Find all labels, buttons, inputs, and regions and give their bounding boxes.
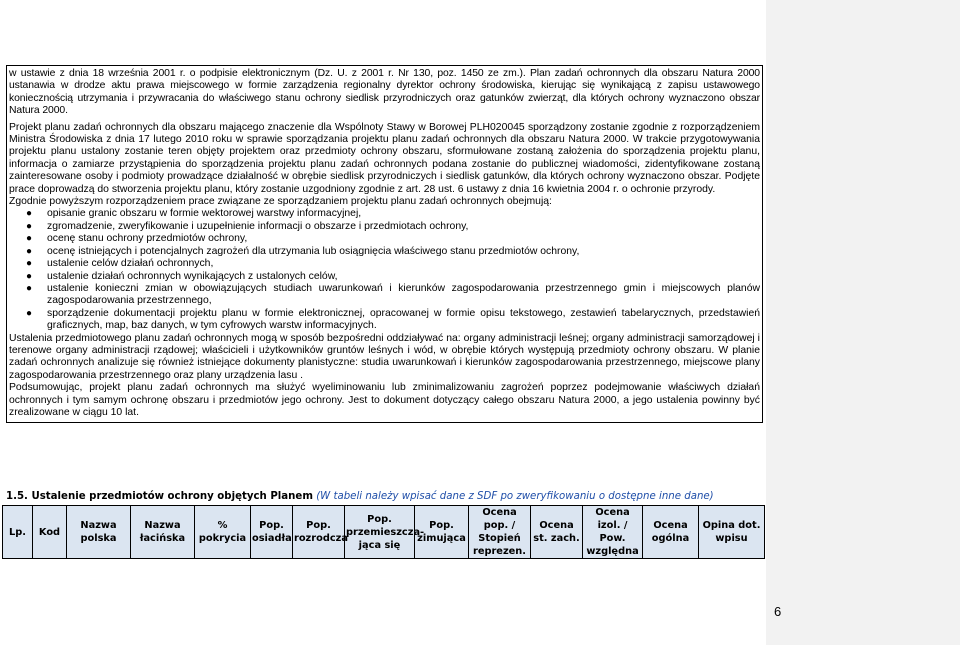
project-paragraph: Projekt planu zadań ochronnych dla obszaru mającego znaczenie dla Wspólnoty Stawy w Borowej PLH020045 sporządzony zostanie zgodnie z rozporządzeniem Ministra Środowiska z dnia 17 lutego 2010 roku w sprawie sporządzania projektu planu zadań ochronnych dla obszaru Natura 2000. W trakcie przygotowywania projektu planu ustalony zostanie teren objęty projektem oraz przedmioty ochrony obszaru, sformułowane zostaną założenia do sporządzenia projektu planu, informacja o zamiarze przystąpienia do sporządzenia projektu planu zadań ochronnych podana zostanie do publicznej wiadomości, zidentyfikowane zostaną zainteresowane osoby i podmioty prowadzące działalność w obrębie siedlisk przyrodniczych i siedlisk gatunków, dla których ochrony wyznaczono obszar. Podjęte prace doprowadzą do stworzenia projektu planu, który zostanie uzgodniony zgodnie z art. 28 ust. 6 ustawy z dnia 16 kwietnia 2004 r. o ochronie przyrody. [9,121,760,195]
bullet-icon: ● [26,258,33,270]
header-pop-przemieszczajaca: Pop. przemieszcza-jąca się [345,506,415,559]
header-nazwa-polska: Nazwa polska [67,506,131,559]
header-pop-rozrodcza: Pop. rozrodcza [293,506,345,559]
table-header-row [3,506,765,559]
header-pop-osiadla: Pop. osiadła [251,506,293,559]
list-item: ● opisanie granic obszaru w formie wektorowej warstwy informacyjnej, [26,208,362,220]
section-instruction: (W tabeli należy wpisać dane z SDF po zweryfikowaniu o dostępne inne dane) [316,491,714,502]
list-intro: Zgodnie powyższym rozporządzeniem prace związane ze sporządzaniem projektu planu zadań ochronnych obejmują: [9,196,552,208]
header-kod: Kod [33,506,67,559]
tasks-list [9,208,760,332]
bullet-icon: ● [26,282,33,294]
header-ocena-izol: Ocena izol. / Pow. względna [583,506,643,559]
header-pokrycia: % pokrycia [195,506,251,559]
list-item: ● ustalenie konieczni zmian w obowiązujących studiach uwarunkowań i kierunków zagospodarowania przestrzennego gmin i miejscowych planów zagospodarowania przestrzennego, [26,282,760,307]
header-lp: Lp. [3,506,33,559]
list-item: ● ustalenie działań ochronnych wynikających z ustalonych celów, [26,270,338,282]
header-ocena-pop: Ocena pop. / Stopień reprezen. [469,506,531,559]
header-ocena-ogolna: Ocena ogólna [643,506,699,559]
header-ocena-st-zach: Ocena st. zach. [531,506,583,559]
list-item: ● zgromadzenie, zweryfikowanie i uzupełnienie informacji o obszarze i przedmiotach ochrony, [26,220,469,232]
page-number: 6 [774,604,782,619]
list-item: ● ustalenie celów działań ochronnych, [26,258,214,270]
list-item: ● ocenę istniejących i potencjalnych zagrożeń dla utrzymania lub osiągnięcia właściwego stanu przedmiotów ochrony, [26,245,580,257]
bullet-icon: ● [26,270,33,282]
bullet-icon: ● [26,245,33,257]
bullet-icon: ● [26,220,33,232]
header-pop-zimujaca: Pop. zimująca [415,506,469,559]
summary-paragraph: Podsumowując, projekt planu zadań ochronnych ma służyć wyeliminowaniu lub zminimalizowaniu zagrożeń poprzez podejmowanie właściwych działań ochronnych i tym samym ochronę obszaru i przedmiotów jego ochrony. Jest to dokument dotyczący całego obszaru Natura 2000, a jego ustalenia powinny być zrealizowane w ciągu 10 lat. [9,382,760,418]
header-opinia: Opina dot. wpisu [699,506,765,559]
header-nazwa-lacinska: Nazwa łacińska [131,506,195,559]
list-item: ● sporządzenie dokumentacji projektu planu w formie elektronicznej, opracowanej w formie opisu tekstowego, zestawień tabelarycznych, przedstawień graficznych, map, baz danych, w tym cyfrowych warstw informacyjnych. [26,307,760,332]
bullet-icon: ● [26,307,33,319]
bullet-icon: ● [26,233,33,245]
document-body [6,65,763,423]
section-heading [6,491,763,502]
protection-objects-table [2,505,765,559]
section-title: 1.5. Ustalenie przedmiotów ochrony objętych Planem [6,491,313,502]
list-item: ● ocenę stanu ochrony przedmiotów ochrony, [26,233,248,245]
intro-paragraph: w ustawie z dnia 18 września 2001 r. o podpisie elektronicznym (Dz. U. z 2001 r. Nr 130, poz. 1450 ze zm.). Plan zadań ochronnych dla obszaru Natura 2000 ustanawia w drodze aktu prawa miejscowego w formie zarządzenia regionalny dyrektor ochrony środowiska, kierując się wynikającą z zapisu ustawowego koniecznością utrzymania i przywracania do właściwego stanu ochrony siedlisk przyrodniczych oraz gatunków zwierząt, dla których ochrony wyznaczono obszar Natura 2000. [9,68,760,117]
text-frame [6,65,763,423]
right-margin-panel [766,0,960,645]
bullet-icon: ● [26,208,33,220]
influence-paragraph: Ustalenia przedmiotowego planu zadań ochronnych mogą w sposób bezpośredni oddziaływać na: organy administracji leśnej; organy administracji samorządowej i terenowe organy administracji rządowej; właścicieli i użytkowników gruntów leśnych i wód, w obrębie których występują przedmioty ochrony obszaru. W planie zadań ochronnych analizuje się również istniejące dokumenty planistyczne: studia uwarunkowań i kierunków zagospodarowania przestrzennego, miejscowe plany zagospodarowania przestrzennego oraz plany urządzenia lasu . [9,332,760,381]
